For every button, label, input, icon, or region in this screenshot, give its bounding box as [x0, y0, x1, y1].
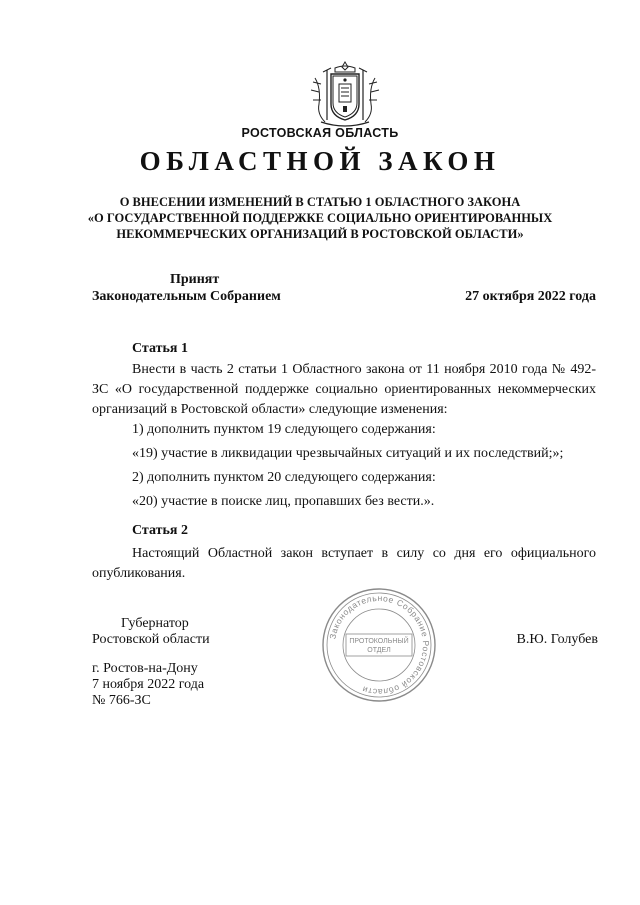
place-of-signing: г. Ростов-на-Дону	[92, 661, 198, 676]
subtitle-line: НЕКОММЕРЧЕСКИХ ОРГАНИЗАЦИЙ В РОСТОВСКОЙ ОБЛАСТИ»	[116, 227, 524, 241]
page-title: ОБЛАСТНОЙ ЗАКОН	[139, 146, 501, 176]
article-1-item: 2) дополнить пунктом 20 следующего содержания:	[132, 470, 436, 485]
law-number: № 766-ЗС	[92, 693, 151, 708]
article-2-heading: Статья 2	[132, 523, 188, 538]
article-1-item: «20) участие в поиске лиц, пропавших без вести.».	[132, 494, 435, 509]
stamp-inner-line: ПРОТОКОЛЬНЫЙ	[349, 638, 409, 645]
article-1-heading: Статья 1	[132, 341, 188, 356]
region-name: РОСТОВСКАЯ ОБЛАСТЬ	[241, 126, 399, 140]
article-1-intro	[92, 360, 596, 420]
signatory-region: Ростовской области	[92, 632, 210, 647]
coat-of-arms-icon	[305, 58, 385, 128]
article-1-item: 1) дополнить пунктом 19 следующего содержания:	[132, 422, 436, 437]
stamp-ring-text: Законодательное Собрание Ростовской области	[327, 592, 432, 698]
adoption-body: Законодательным Собранием	[92, 289, 281, 304]
signatory-name: В.Ю. Голубев	[516, 632, 598, 647]
subtitle-line: О ВНЕСЕНИИ ИЗМЕНЕНИЙ В СТАТЬЮ 1 ОБЛАСТНОГО ЗАКОНА	[119, 195, 521, 209]
article-1-item: «19) участие в ликвидации чрезвычайных ситуаций и их последствий;»;	[132, 446, 564, 461]
adoption-label: Принят	[170, 272, 220, 287]
law-subtitle	[80, 194, 560, 242]
signatory-title: Губернатор	[121, 616, 189, 631]
article-1-intro-text: Внести в часть 2 статьи 1 Областного закона от 11 ноября 2010 года № 492-ЗС «О государственной поддержке социально ориентированных некоммерческих организаций в Ростовской области» следующие изменения:	[92, 362, 596, 417]
adoption-date: 27 октября 2022 года	[465, 289, 596, 304]
subtitle-line: «О ГОСУДАРСТВЕННОЙ ПОДДЕРЖКЕ СОЦИАЛЬНО ОРИЕНТИРОВАННЫХ	[87, 211, 553, 225]
official-stamp	[320, 586, 438, 704]
article-2-text	[92, 544, 596, 584]
stamp-inner-line: ОТДЕЛ	[367, 647, 391, 654]
signing-date: 7 ноября 2022 года	[92, 677, 205, 692]
article-2-body: Настоящий Областной закон вступает в силу со дня его официального опубликования.	[92, 546, 596, 581]
